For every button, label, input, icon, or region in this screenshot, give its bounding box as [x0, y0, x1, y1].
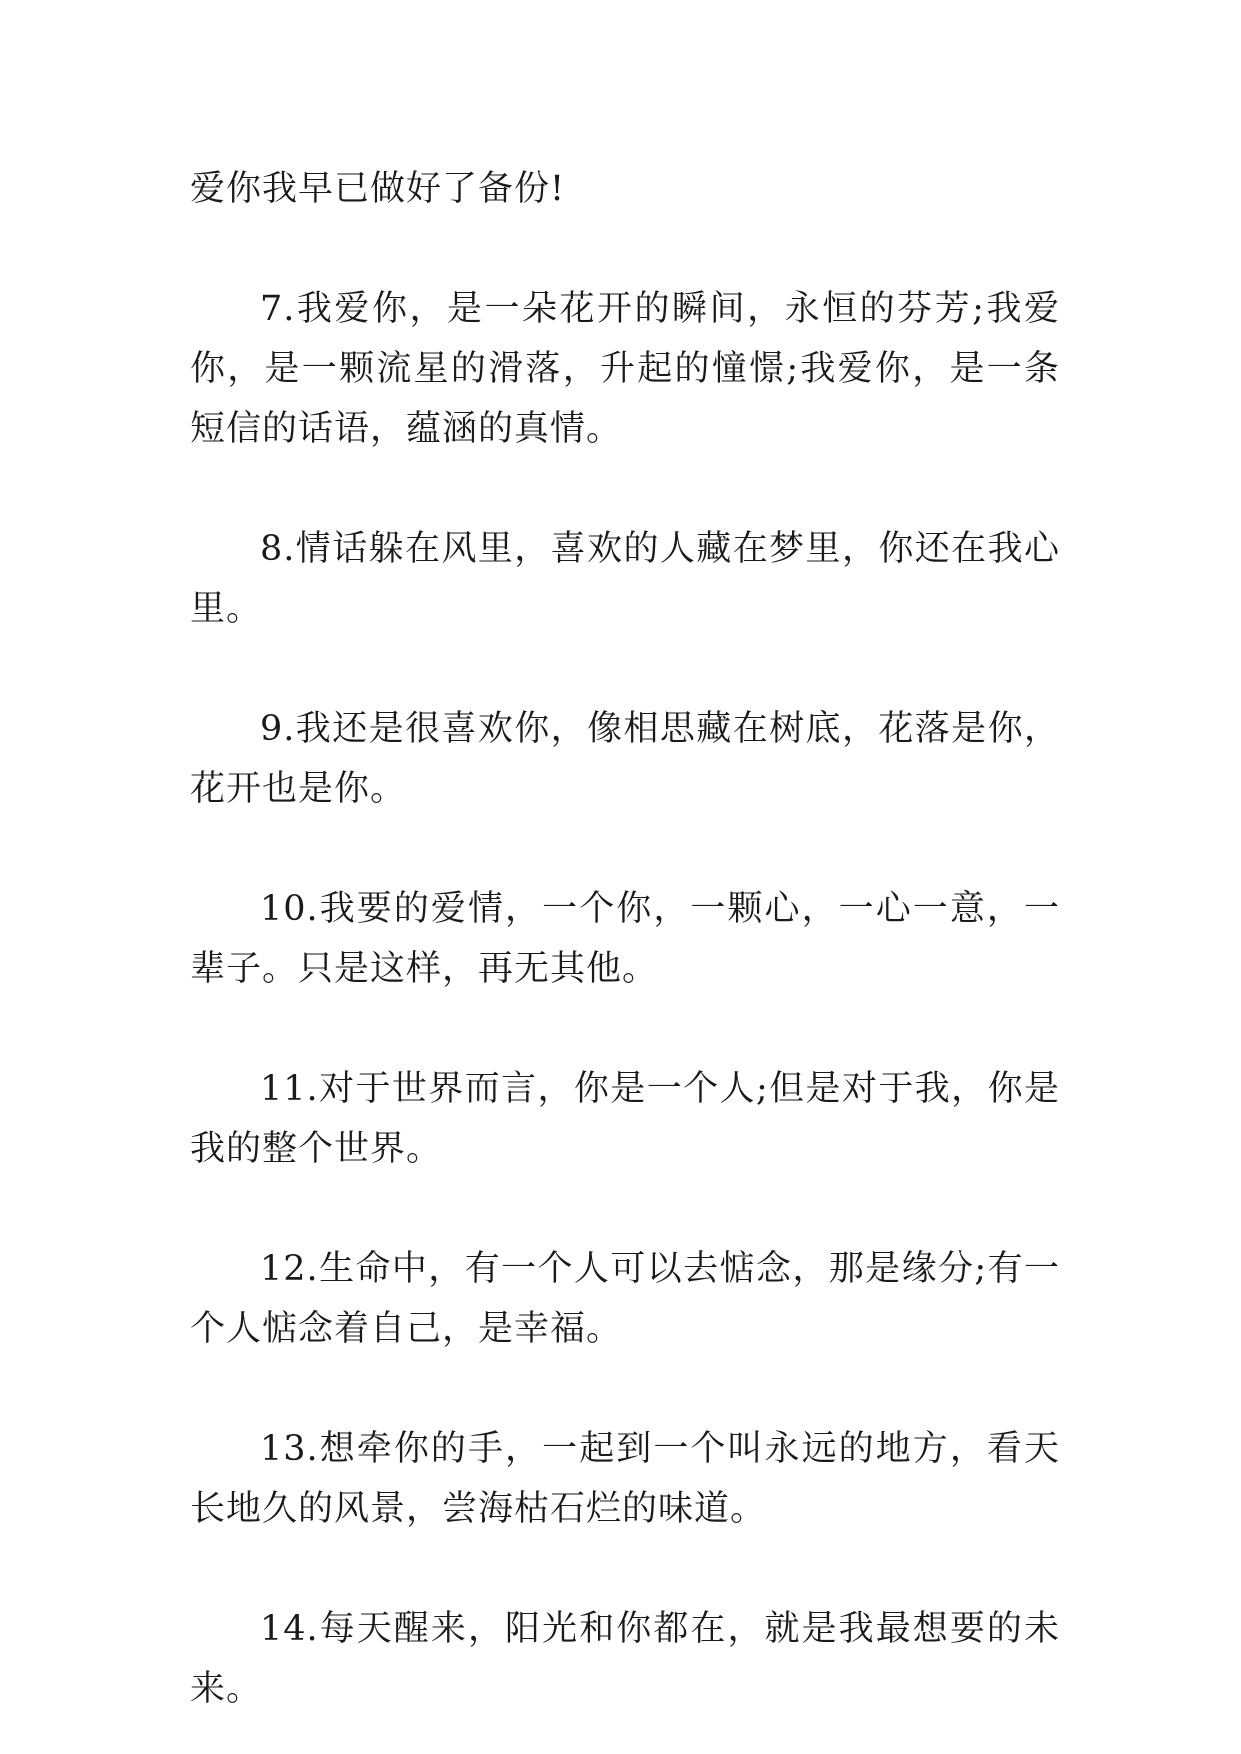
paragraph-7: 7.我爱你，是一朵花开的瞬间，永恒的芬芳;我爱你，是一颗流星的滑落，升起的憧憬;我爱你，是一条短信的话语，蕴涵的真情。 [190, 289, 1060, 449]
paragraph-10: 10.我要的爱情，一个你，一颗心，一心一意，一辈子。只是这样，再无其他。 [190, 889, 1060, 989]
paragraph-continuation: 爱你我早已做好了备份! [190, 169, 566, 209]
paragraph-11: 11.对于世界而言，你是一个人;但是对于我，你是我的整个世界。 [190, 1069, 1060, 1169]
paragraph-14: 14.每天醒来，阳光和你都在，就是我最想要的未来。 [190, 1609, 1060, 1709]
paragraph-13: 13.想牵你的手，一起到一个叫永远的地方，看天长地久的风景，尝海枯石烂的味道。 [190, 1429, 1060, 1529]
paragraph-12: 12.生命中，有一个人可以去惦念，那是缘分;有一个人惦念着自己，是幸福。 [190, 1249, 1060, 1349]
document-body [190, 159, 1060, 1719]
paragraph-8: 8.情话躲在风里，喜欢的人藏在梦里，你还在我心里。 [190, 529, 1060, 629]
paragraph-9: 9.我还是很喜欢你，像相思藏在树底，花落是你，花开也是你。 [190, 709, 1060, 809]
